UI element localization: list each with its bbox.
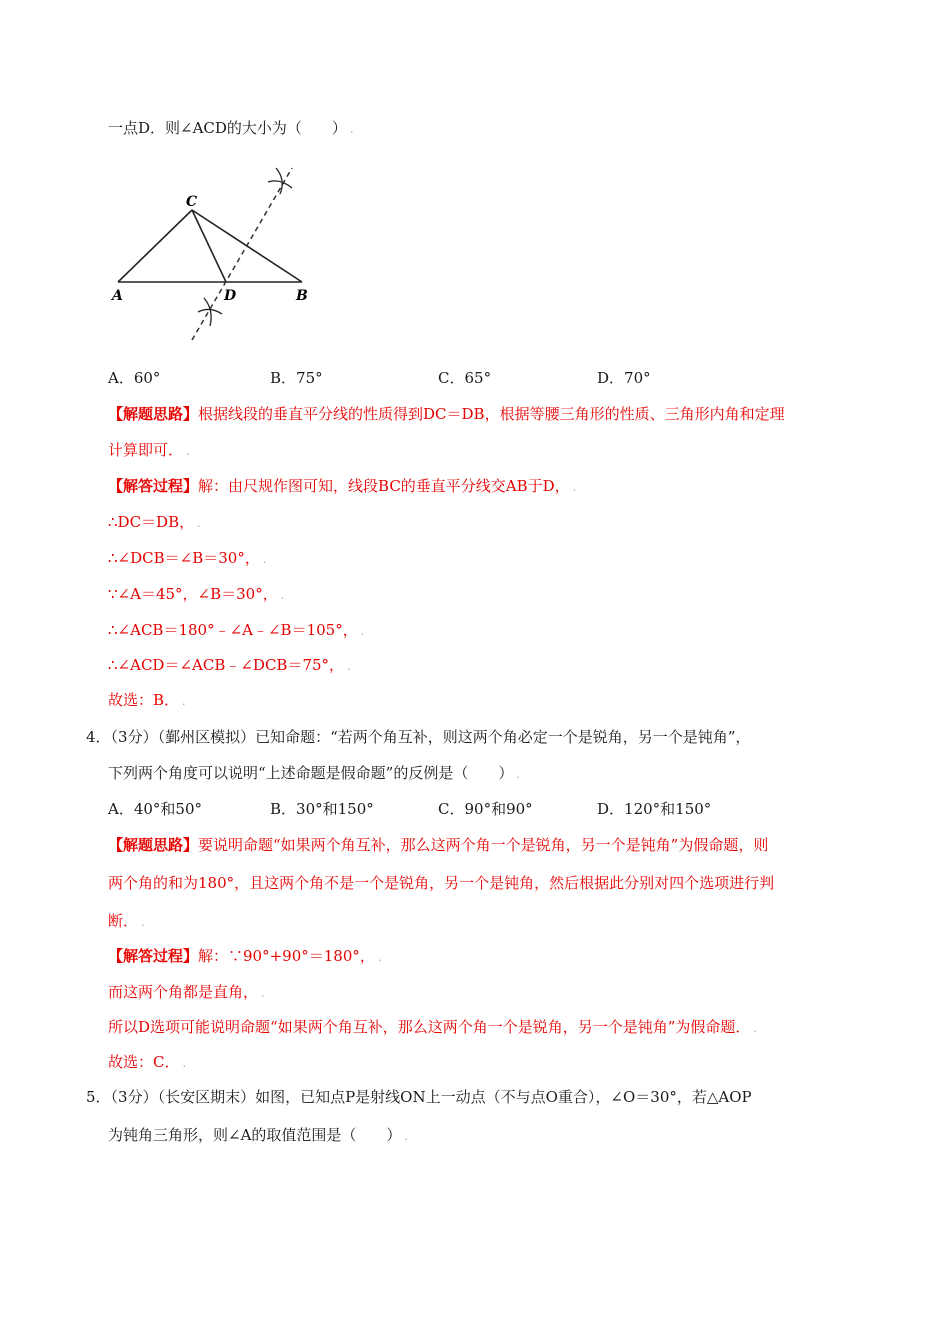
q3-stem-tail: 一点D．则∠ACD的大小为（ ） . (108, 119, 354, 137)
q4-option-c[interactable]: C．90°和90° (438, 800, 533, 818)
q3-option-c[interactable]: C．65° (438, 369, 492, 387)
q3-idea-line-1: 【解题思路】根据线段的垂直平分线的性质得到DC＝DB，根据等腰三角形的性质、三角形内角和定理 (108, 405, 785, 423)
q4-option-d[interactable]: D．120°和150° (597, 800, 712, 818)
q3-option-a[interactable]: A．60° (108, 369, 161, 387)
q4-number: 4． (86, 728, 111, 746)
q3-proc-line-2: ∴DC＝DB， . (108, 513, 201, 531)
perpendicular-bisector (192, 168, 292, 340)
q5-line-1: 5．（3分）（长安区期末）如图，已知点P是射线ON上一动点（不与点O重合），∠O＝30°，若△AOP (86, 1088, 752, 1106)
arc-bottom-2 (204, 298, 211, 326)
label-D: D (224, 288, 237, 304)
q3-proc-line-6: ∴∠ACD＝∠ACB﹣∠DCB＝75°， . (108, 656, 351, 674)
q3-idea-line-2: 计算即可． . (108, 441, 190, 459)
q4-idea-line-1: 【解题思路】要说明命题“如果两个角互补，那么这两个角一个是锐角，另一个是钝角”为假命题，则 (108, 836, 769, 854)
q3-figure (100, 160, 360, 350)
q4-idea-line-2: 两个角的和为180°，且这两个角不是一个是锐角，另一个是钝角，然后根据此分别对四个选项进行判 (108, 874, 775, 892)
segment-AC (118, 210, 192, 282)
q4-line-2: 下列两个角度可以说明“上述命题是假命题”的反例是（ ） . (108, 764, 520, 782)
q4-idea-line-3: 断． . (108, 912, 145, 930)
q3-proc-line-3: ∴∠DCB＝∠B＝30°， . (108, 549, 267, 567)
q4-option-b[interactable]: B．30°和150° (270, 800, 374, 818)
q3-option-b[interactable]: B．75° (270, 369, 323, 387)
label-A: A (112, 288, 123, 304)
q3-proc-line-5: ∴∠ACB＝180°﹣∠A﹣∠B＝105°， . (108, 621, 365, 639)
q3-proc-line-4: ∵∠A＝45°，∠B＝30°， . (108, 585, 285, 603)
label-B: B (296, 288, 308, 304)
q4-option-a[interactable]: A．40°和50° (108, 800, 203, 818)
q3-proc-line-7: 故选：B． . (108, 691, 186, 709)
label-C: C (186, 194, 198, 210)
q4-proc-line-2: 而这两个角都是直角， . (108, 983, 265, 1001)
q4-line-1: 4．（3分）（鄞州区模拟）已知命题：“若两个角互补，则这两个角必定一个是锐角，另一个是钝角”， (86, 728, 751, 746)
q4-proc-line-4: 故选：C． . (108, 1053, 186, 1071)
q5-number: 5． (86, 1088, 111, 1106)
q3-option-d[interactable]: D．70° (597, 369, 651, 387)
q4-proc-line-1: 【解答过程】解：∵90°+90°＝180°， . (108, 947, 382, 965)
arc-top-1 (268, 181, 292, 188)
q4-proc-line-3: 所以D选项可能说明命题“如果两个角互补，那么这两个角一个是锐角，另一个是钝角”为假命题． . (108, 1018, 757, 1036)
q5-line-2: 为钝角三角形，则∠A的取值范围是（ ） . (108, 1126, 408, 1144)
q3-proc-line-1: 【解答过程】解：由尺规作图可知，线段BC的垂直平分线交AB于D， . (108, 477, 577, 495)
